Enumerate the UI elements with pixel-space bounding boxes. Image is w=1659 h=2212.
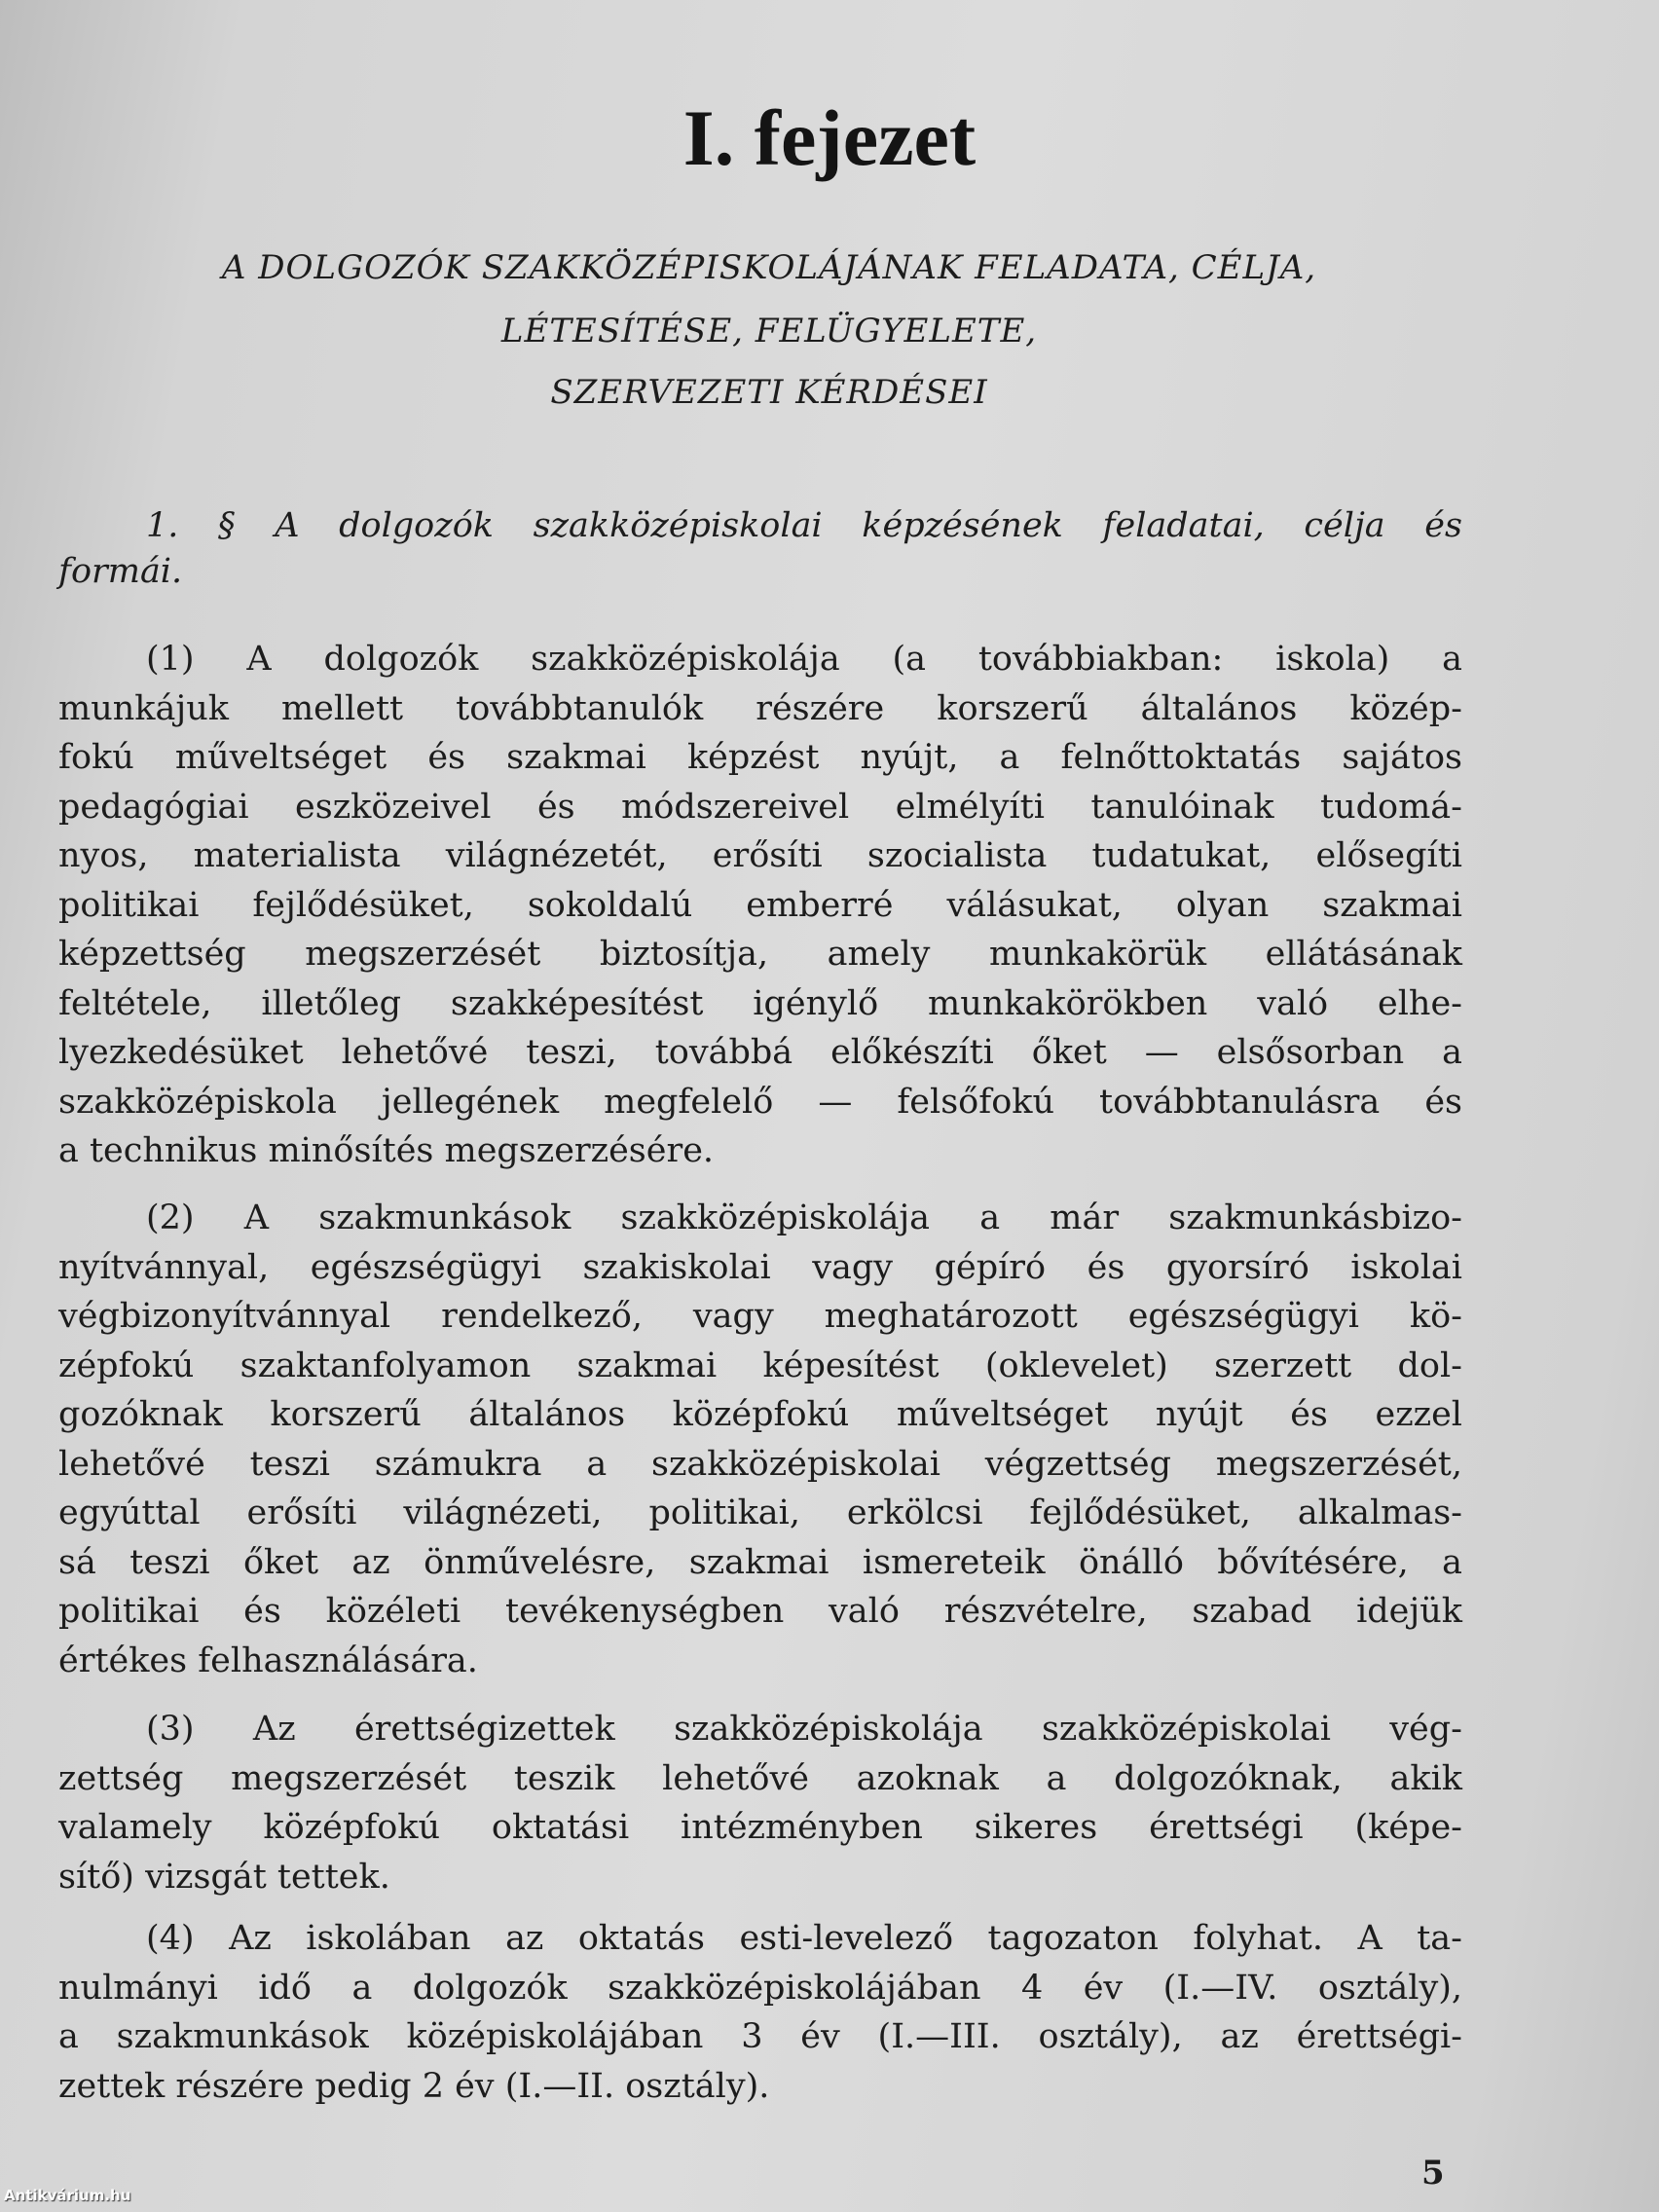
paragraph-3-line: zettség megszerzését teszik lehetővé azoknak a dolgozóknak, akik — [58, 1759, 1462, 1798]
paragraph-1-line: fokú műveltséget és szakmai képzést nyújt, a felnőttoktatás sajátos — [58, 738, 1462, 777]
chapter-title: I. fejezet — [682, 93, 977, 182]
paragraph-2-line: egyúttal erősíti világnézeti, politikai, erkölcsi fejlődésüket, alkalmas- — [58, 1493, 1462, 1532]
paragraph-1-line: képzettség megszerzését biztosítja, amely munkakörük ellátásának — [58, 935, 1462, 974]
paragraph-1-line: feltétele, illetőleg szakképesítést igénylő munkakörökben való elhe- — [58, 984, 1462, 1023]
paragraph-2-line: végbizonyítvánnyal rendelkező, vagy meghatározott egészségügyi kö- — [58, 1297, 1462, 1336]
paragraph-3-line: (3) Az érettségizettek szakközépiskolája szakközépiskolai vég- — [146, 1710, 1462, 1749]
page-number: 5 — [1421, 2154, 1445, 2193]
section-heading-line: formái. — [58, 552, 183, 591]
chapter-subtitle-line: SZERVEZETI KÉRDÉSEI — [550, 373, 988, 412]
watermark-logo: Antikvárium.hu — [4, 2187, 131, 2204]
paragraph-4-line: nulmányi idő a dolgozók szakközépiskolájában 4 év (I.—IV. osztály), — [58, 1969, 1462, 2008]
paragraph-2-line: (2) A szakmunkások szakközépiskolája a már szakmunkásbizo- — [146, 1198, 1462, 1237]
paragraph-1-line: nyos, materialista világnézetét, erősíti szocialista tudatukat, elősegíti — [58, 836, 1462, 875]
paragraph-2-line: politikai és közéleti tevékenységben való részvételre, szabad idejük — [58, 1592, 1462, 1631]
paragraph-1-line: szakközépiskola jellegének megfelelő — felsőfokú továbbtanulásra és — [58, 1083, 1462, 1122]
chapter-subtitle-line: LÉTESÍTÉSE, FELÜGYELETE, — [500, 312, 1038, 350]
paragraph-1-line: lyezkedésüket lehetővé teszi, továbbá előkészíti őket — elsősorban a — [58, 1033, 1462, 1072]
paragraph-1-line: pedagógiai eszközeivel és módszereivel elmélyíti tanulóinak tudomá- — [58, 788, 1462, 827]
paragraph-3-line: valamely középfokú oktatási intézményben sikeres érettségi (képe- — [58, 1808, 1462, 1847]
paragraph-2-line: nyítvánnyal, egészségügyi szakiskolai vagy gépíró és gyorsíró iskolai — [58, 1248, 1462, 1287]
paragraph-2-line: lehetővé teszi számukra a szakközépiskolai végzettség megszerzését, — [58, 1445, 1462, 1484]
paragraph-1-line: politikai fejlődésüket, sokoldalú emberré válásukat, olyan szakmai — [58, 886, 1462, 925]
paragraph-2-line: értékes felhasználására. — [58, 1641, 478, 1680]
paragraph-2-line: gozóknak korszerű általános középfokú műveltséget nyújt és ezzel — [58, 1395, 1462, 1434]
paragraph-4-line: zettek részére pedig 2 év (I.—II. osztály). — [58, 2067, 770, 2106]
paragraph-4-line: (4) Az iskolában az oktatás esti-levelező tagozaton folyhat. A ta- — [146, 1919, 1462, 1958]
chapter-subtitle-line: A DOLGOZÓK SZAKKÖZÉPISKOLÁJÁNAK FELADATA, CÉLJA, — [221, 248, 1317, 287]
paragraph-4-line: a szakmunkások középiskolájában 3 év (I.—III. osztály), az érettségi- — [58, 2017, 1462, 2056]
paragraph-3-line: sítő) vizsgát tettek. — [58, 1858, 390, 1897]
paragraph-2-line: zépfokú szaktanfolyamon szakmai képesítést (oklevelet) szerzett dol- — [58, 1346, 1462, 1385]
paragraph-1-line: (1) A dolgozók szakközépiskolája (a továbbiakban: iskola) a — [146, 640, 1462, 679]
paragraph-1-line: a technikus minősítés megszerzésére. — [58, 1131, 715, 1170]
section-heading-line: 1. § A dolgozók szakközépiskolai képzésének feladatai, célja és — [146, 506, 1462, 545]
paragraph-2-line: sá teszi őket az önművelésre, szakmai ismereteik önálló bővítésére, a — [58, 1543, 1462, 1582]
paragraph-1-line: munkájuk mellett továbbtanulók részére korszerű általános közép- — [58, 689, 1462, 728]
